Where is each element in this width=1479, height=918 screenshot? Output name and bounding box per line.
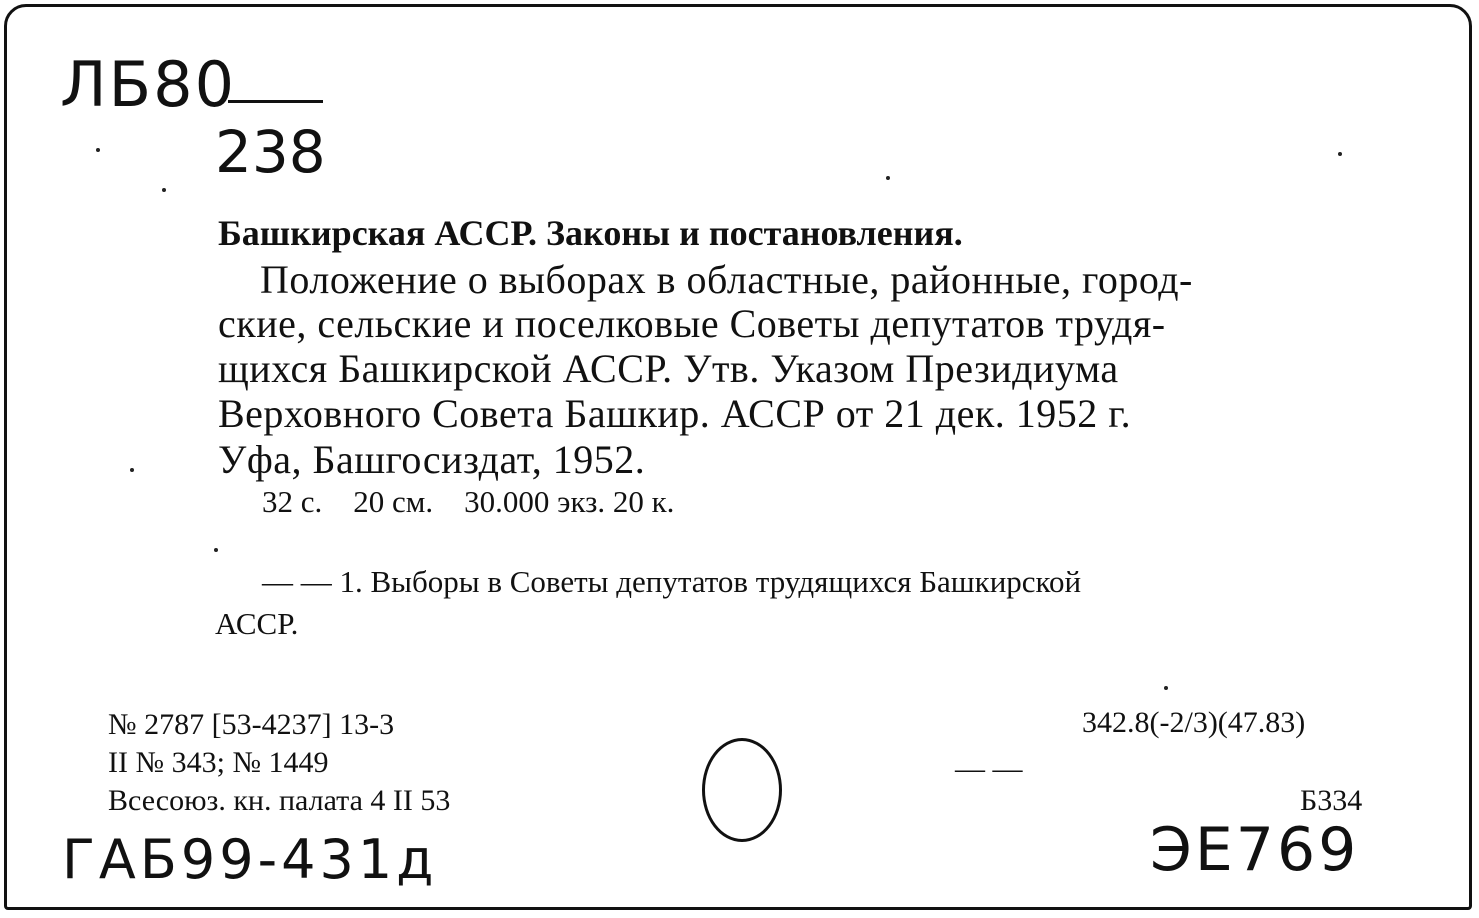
scan-speck <box>96 148 100 152</box>
shelf-code-underline <box>228 100 323 103</box>
scan-speck <box>214 548 218 552</box>
record-heading: Башкирская АССР. Законы и постановления. <box>218 213 963 253</box>
record-body-line-1: Положение о выборах в областные, районные, город- <box>260 257 1193 302</box>
catalog-code: Б334 <box>1300 784 1363 817</box>
record-body-line-2: ские, сельские и поселковые Советы депутатов трудя- <box>218 301 1166 346</box>
scan-speck <box>130 468 134 472</box>
scan-speck <box>1338 152 1342 156</box>
record-body-line-5: Уфа, Башгосиздат, 1952. <box>218 437 646 482</box>
handwritten-shelf-number: 238 <box>215 118 326 186</box>
footer-left-line-2: II № 343; № 1449 <box>108 746 329 779</box>
punch-hole <box>702 738 782 842</box>
subject-tracing-line-1: — — 1. Выборы в Советы депутатов трудящихся Башкирской <box>262 564 1082 599</box>
handwritten-bottom-right-code: ЭЕ769 <box>1150 815 1360 885</box>
scan-speck <box>1164 686 1168 690</box>
handwritten-shelf-code: ЛБ80 <box>60 48 237 121</box>
scan-speck <box>162 188 166 192</box>
physical-description: 32 с. 20 см. 30.000 экз. 20 к. <box>262 484 675 519</box>
subject-tracing-line-2: АССР. <box>215 606 299 641</box>
scan-speck <box>886 176 890 180</box>
record-body-line-3: щихся Башкирской АССР. Утв. Указом Президиума <box>218 346 1119 391</box>
footer-left-line-3: Всесоюз. кн. палата 4 II 53 <box>108 784 451 817</box>
footer-dash: — — <box>955 752 1023 785</box>
footer-left-line-1: № 2787 [53-4237] 13-3 <box>108 708 395 741</box>
handwritten-bottom-left-code: ГАБ99-431д <box>62 828 438 891</box>
record-body-line-4: Верховного Совета Башкир. АССР от 21 дек. 1952 г. <box>218 391 1132 436</box>
classification-code: 342.8(-2/3)(47.83) <box>1082 706 1306 739</box>
